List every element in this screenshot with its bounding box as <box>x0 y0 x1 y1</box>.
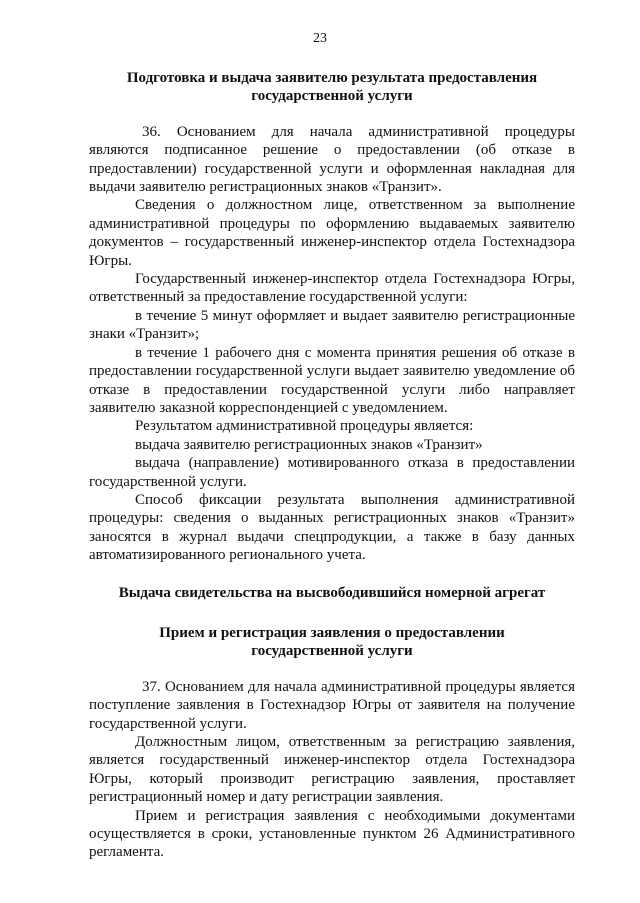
paragraph-fixation-method: Способ фиксации результата выполнения административной процедуры: сведения о выданных регистрационных знаков «Транзит» заносятся в журнал выдачи спецпродукции, а также в базу данных автоматизированного регионального учета. <box>89 491 575 564</box>
spacer <box>89 565 575 584</box>
paragraph-registration-official: Должностным лицом, ответственным за регистрацию заявления, является государственный инженер-инспектор отдела Гостехнадзора Югры, который производит регистрацию заявления, проставляет регистрационный номер и дату регистрации заявления. <box>89 734 575 806</box>
paragraph-36: 36. Основанием для начала административной процедуры являются подписанное решение о предоставлении (об отказе в предоставлении) государственной услуги и оформленная накладная для выдачи заявителю регистрационных знаков «Транзит». <box>89 123 575 196</box>
section-heading-certificate: Выдача свидетельства на высвободившийся номерной агрегат <box>118 584 546 601</box>
spacer <box>89 661 575 678</box>
paragraph-37: 37. Основанием для начала административной процедуры является поступление заявления в Гостехнадзор Югры от заявителя на получение государственной услуги. <box>89 678 575 732</box>
paragraph-registration-terms: Прием и регистрация заявления с необходимыми документами осуществляется в сроки, установленные пунктом 26 Административного регламента. <box>89 807 575 861</box>
paragraph-within-1-day: в течение 1 рабочего дня с момента принятия решения об отказе в предоставлении государственной услуги выдает заявителю уведомление об отказе в предоставлении государственной услуги либо направляет заявителю заказной корреспонденцией с уведомлением. <box>89 344 575 416</box>
paragraph-issue-plates: выдача заявителю регистрационных знаков «Транзит» <box>135 436 483 453</box>
paragraph-issue-refusal: выдача (направление) мотивированного отказа в предоставлении государственной услуги. <box>89 455 575 490</box>
page-number: 23 <box>313 31 327 46</box>
spacer <box>89 106 575 123</box>
paragraph-result-is: Результатом административной процедуры является: <box>135 418 474 435</box>
document-body <box>89 69 575 862</box>
paragraph-responsible-official: Сведения о должностном лице, ответственном за выполнение административной процедуры по оформлению выдаваемых заявителю документов – государственный инженер-инспектор отдела Гостехнадзора Югры. <box>89 197 575 269</box>
paragraph-inspector: Государственный инженер-инспектор отдела Гостехнадзора Югры, ответственный за предоставление государственной услуги: <box>89 271 575 306</box>
section-heading-reception-registration: Прием и регистрация заявления о предоставлении государственной услуги <box>159 624 505 660</box>
paragraph-within-5-minutes: в течение 5 минут оформляет и выдает заявителю регистрационные знаки «Транзит»; <box>89 307 575 343</box>
spacer <box>89 602 575 624</box>
section-heading-result-issuance: Подготовка и выдача заявителю результата предоставления государственной услуги <box>126 70 538 105</box>
